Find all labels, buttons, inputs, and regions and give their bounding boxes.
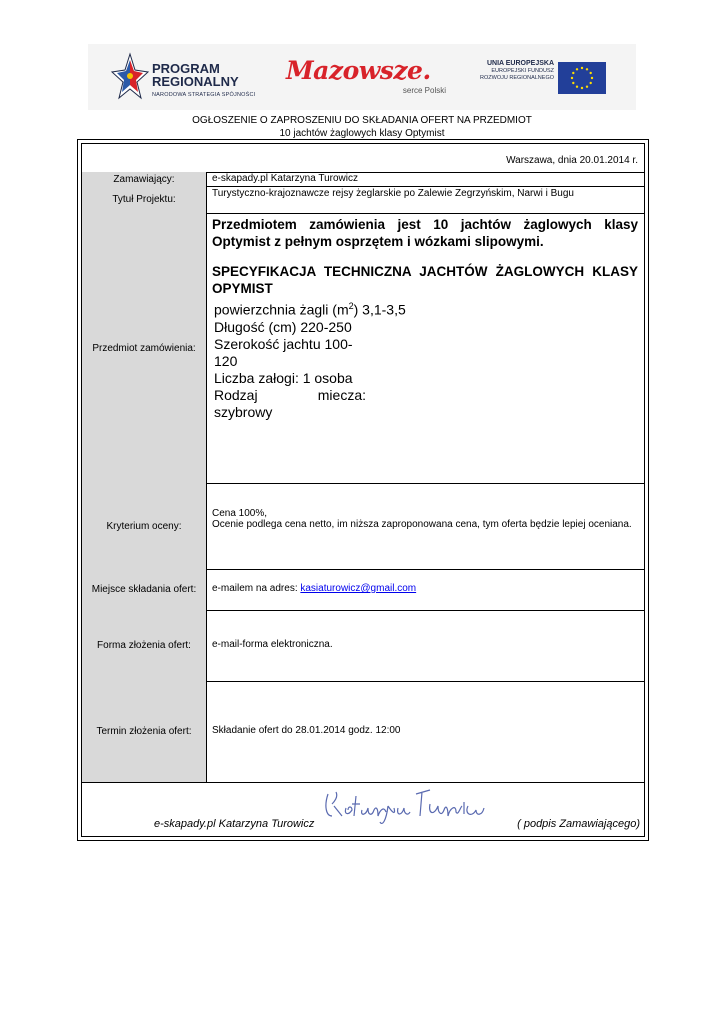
spec-centreboard-type: szybrowy <box>214 403 273 420</box>
signature-name: e-skapady.pl Katarzyna Turowicz <box>154 818 315 830</box>
spec-crew: Liczba załogi: 1 osoba <box>214 369 353 386</box>
przedmiot-label: Przedmiot zamówienia: <box>82 213 207 483</box>
date-text: Warszawa, dnia 20.01.2014 r. <box>506 155 638 166</box>
announcement-subtitle: 10 jachtów żaglowych klasy Optymist <box>279 128 445 139</box>
spec-length: Długość (cm) 220-250 <box>214 318 352 335</box>
miejsce-row <box>82 569 644 611</box>
email-link[interactable]: kasiaturowicz@gmail.com <box>300 583 417 594</box>
termin-row <box>82 681 644 783</box>
spec-width-cont: 120 <box>214 352 238 369</box>
mazowsze-wordmark: Mazowsze. <box>286 56 431 85</box>
signature-caption: ( podpis Zamawiającego) <box>517 818 640 830</box>
tytul-label: Tytuł Projektu: <box>82 186 207 213</box>
zamawiajacy-value: e-skapady.pl Katarzyna Turowicz <box>212 173 358 184</box>
offer-form <box>77 139 649 841</box>
mazowsze-logo <box>286 56 446 100</box>
program-regionalny-logo <box>110 52 270 102</box>
spec-list <box>214 298 406 421</box>
signature-area <box>82 782 644 838</box>
eu-text: UNIA EUROPEJSKA EUROPEJSKI FUNDUSZ ROZWOJU REGIONALNEGO <box>480 60 554 81</box>
offer-form-inner <box>81 143 645 837</box>
handwritten-signature <box>322 786 502 826</box>
miejsce-value: e-mailem na adres: kasiaturowicz@gmail.com <box>212 583 417 594</box>
program-regionalny-subtitle: NARODOWA STRATEGIA SPÓJNOŚCI <box>152 92 256 98</box>
spec-centreboard: Rodzaj miecza: <box>214 386 366 403</box>
program-star-icon <box>110 52 150 102</box>
przedmiot-heading: Przedmiotem zamówienia jest 10 jachtów żaglowych klasy Optymist z pełnym osprzętem i wózkami slipowymi. <box>212 217 638 249</box>
termin-label: Termin złożenia ofert: <box>82 681 207 782</box>
kryterium-value: Cena 100%, Ocenie podlega cena netto, im niższa zaproponowana cena, tym oferta będzie lepiej oceniana. <box>212 508 632 530</box>
forma-row <box>82 610 644 682</box>
spec-width: Szerokość jachtu 100- <box>214 335 353 352</box>
program-regionalny-title: PROGRAM REGIONALNY <box>152 61 239 89</box>
date-row <box>82 144 644 173</box>
kryterium-label: Kryterium oceny: <box>82 483 207 569</box>
zamawiajacy-row <box>82 172 644 187</box>
termin-value: Składanie ofert do 28.01.2014 godz. 12:00 <box>212 725 401 736</box>
eu-logo <box>480 58 606 94</box>
tytul-value: Turystyczno-krajoznawcze rejsy żeglarskie po Zalewie Zegrzyńskim, Narwi i Bugu <box>212 188 574 199</box>
spec-title: SPECYFIKACJA TECHNICZNA JACHTÓW ŻAGLOWYCH KLASY OPYMIST <box>212 264 638 296</box>
spec-sail-area: powierzchnia żagli $(m^2)$ 3,1-3,5 <box>214 301 406 318</box>
tytul-row <box>82 186 644 214</box>
forma-value: e-mail-forma elektroniczna. <box>212 639 333 650</box>
forma-label: Forma złożenia ofert: <box>82 610 207 681</box>
zamawiajacy-label: Zamawiający: <box>82 172 207 186</box>
announcement-title: OGŁOSZENIE O ZAPROSZENIU DO SKŁADANIA OFERT NA PRZEDMIOT <box>192 115 532 126</box>
przedmiot-row <box>82 213 644 484</box>
kryterium-row <box>82 483 644 570</box>
miejsce-label: Miejsce składania ofert: <box>82 569 207 610</box>
mazowsze-tagline: serce Polski <box>402 86 446 95</box>
eu-flag-icon <box>558 62 606 94</box>
